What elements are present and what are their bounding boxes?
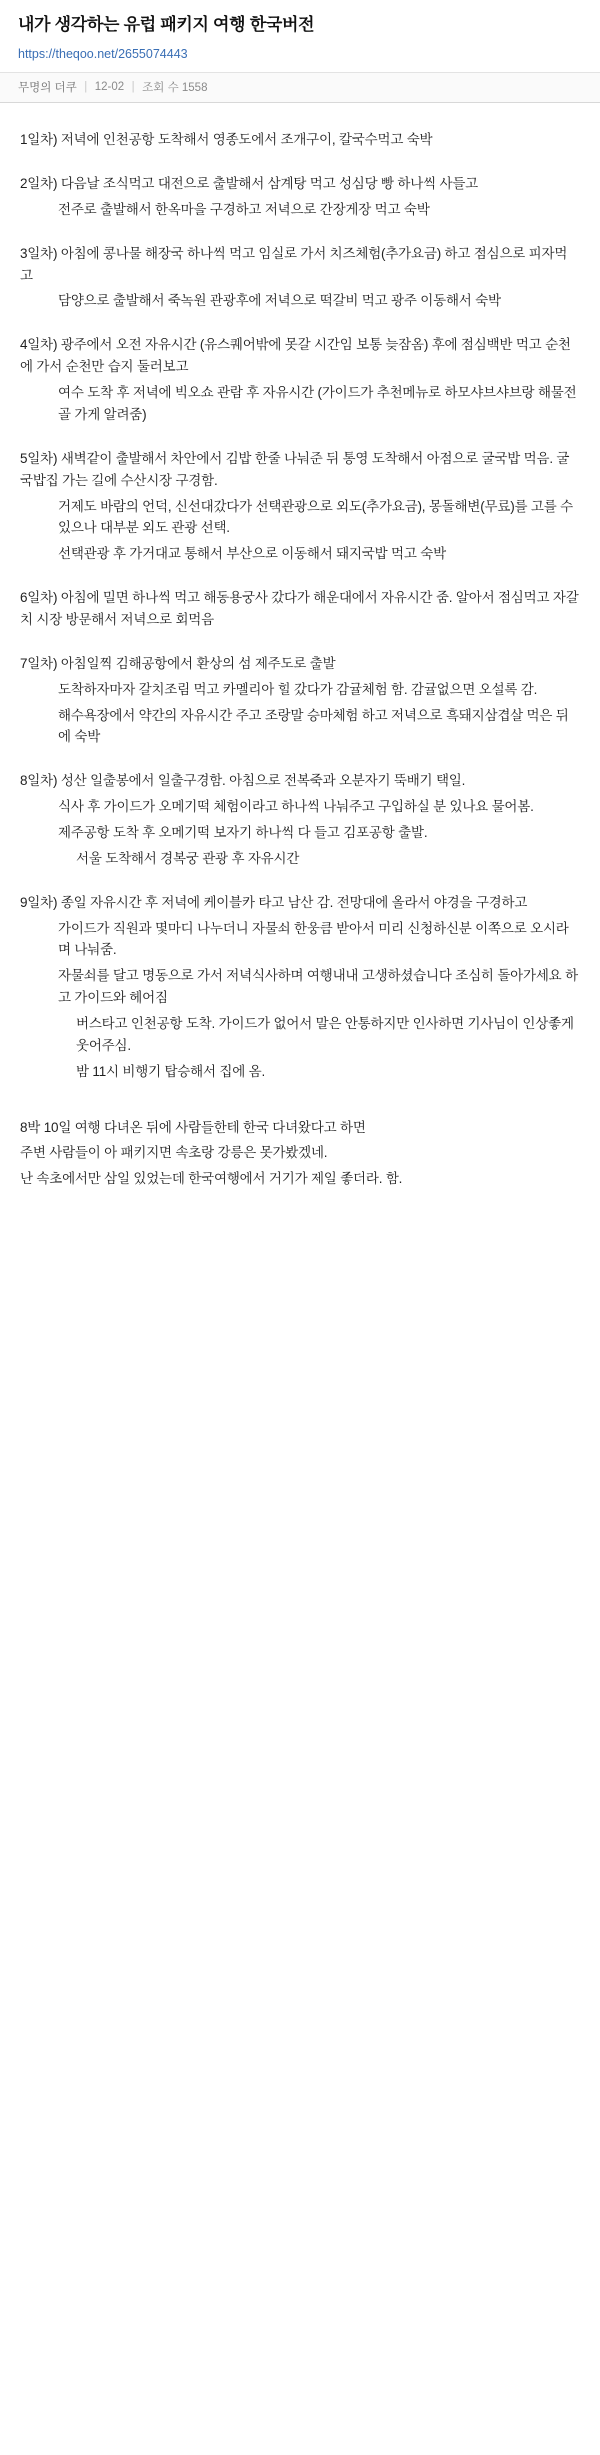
post-paragraph: 8일차) 성산 일출봉에서 일출구경함. 아침으로 전복죽과 오분자기 뚝배기 택일. [20,773,466,789]
post-paragraph: 2일차) 다음날 조식먹고 대전으로 출발해서 삼계탕 먹고 성심당 빵 하나씩 사들고 [20,176,479,192]
post-paragraph: 여수 도착 후 저녁에 빅오쇼 관람 후 자유시간 (가이드가 추천메뉴로 하모샤브샤브랑 해물전골 가게 알려줌) [58,385,577,422]
source-url[interactable]: https://theqoo.net/2655074443 [18,46,188,61]
post-paragraph: 4일차) 광주에서 오전 자유시간 (유스퀘어밖에 못갈 시간임 보통 늦잠옴) 후에 점심백반 먹고 순천에 가서 순천만 습지 둘러보고 [20,337,571,375]
post-paragraph: 제주공항 도착 후 오메기떡 보자기 하나씩 다 들고 김포공항 출발. [58,824,428,840]
post-views: 조회 수 1558 [142,82,208,95]
meta-separator-2: | [131,81,135,94]
page-title: 내가 생각하는 유럽 패키지 여행 한국버전 [18,15,315,34]
post-paragraph: 6일차) 아침에 밀면 하나씩 먹고 해동용궁사 갔다가 해운대에서 자유시간 줌. 알아서 점심먹고 자갈치 시장 방문해서 저녁으로 회먹음 [20,590,579,627]
post-paragraph: 도착하자마자 갈치조림 먹고 카멜리아 힐 갔다가 감귤체험 함. 감귤없으면 오설록 감. [58,681,538,697]
post-paragraph: 버스타고 인천공항 도착. 가이드가 없어서 말은 안통하지만 인사하면 기사님이 인상좋게 웃어주심. [76,1015,578,1053]
post-paragraph: 3일차) 아침에 콩나물 해장국 하나씩 먹고 임실로 가서 치즈체험(추가요금) 하고 점심으로 피자먹고 [20,245,568,283]
post-paragraph: 8박 10일 여행 다녀온 뒤에 사람들한테 한국 다녀왔다고 하면 [20,1119,366,1135]
post-meta-bar [0,72,600,103]
post-paragraph: 거제도 바람의 언덕, 신선대갔다가 선택관광으로 외도(추가요금), 몽돌해변(무료)를 고를 수 있으나 대부분 외도 관광 선택. [58,498,577,536]
post-paragraph: 9일차) 종일 자유시간 후 저녁에 케이블카 타고 남산 감. 전망대에 올라서 야경을 구경하고 [20,894,528,910]
meta-separator-1: | [84,81,88,94]
post-header [0,0,600,62]
post-paragraph: 5일차) 새벽같이 출발해서 차안에서 김밥 한줄 나눠준 뒤 통영 도착해서 아점으로 굴국밥 먹음. 굴국밥집 가는 길에 수산시장 구경함. [20,450,570,488]
post-paragraph: 밤 11시 비행기 탑승해서 집에 옴. [76,1063,266,1079]
post-paragraph: 주변 사람들이 아 패키지면 속초랑 강릉은 못가봤겠네. [20,1145,328,1161]
post-paragraph: 7일차) 아침일찍 김해공항에서 환상의 섬 제주도로 출발 [20,655,336,671]
post-body [0,103,600,1252]
post-paragraph: 식사 후 가이드가 오메기떡 체험이라고 하나씩 나눠주고 구입하실 분 있나요 물어봄. [58,799,534,815]
post-paragraph: 해수욕장에서 약간의 자유시간 주고 조랑말 승마체험 하고 저녁으로 흑돼지삼겹살 먹은 뒤에 숙박 [58,707,569,745]
post-paragraph: 난 속초에서만 삼일 있었는데 한국여행에서 거기가 제일 좋더라. 함. [20,1171,403,1187]
post-paragraph: 선택관광 후 가거대교 통해서 부산으로 이동해서 돼지국밥 먹고 숙박 [58,546,446,562]
post-paragraph: 1일차) 저녁에 인천공항 도착해서 영종도에서 조개구이, 칼국수먹고 숙박 [20,132,433,148]
post-paragraph: 자물쇠를 달고 명동으로 가서 저녁식사하며 여행내내 고생하셨습니다 조심히 돌아가세요 하고 가이드와 헤어짐 [58,968,578,1006]
post-paragraph: 서울 도착해서 경복궁 관광 후 자유시간 [76,850,300,866]
post-date: 12-02 [94,81,125,94]
post-paragraph: 담양으로 출발해서 죽녹원 관광후에 저녁으로 떡갈비 먹고 광주 이동해서 숙박 [58,293,501,309]
post-paragraph: 가이드가 직원과 몇마디 나누더니 자물쇠 한웅큼 받아서 미리 신청하신분 이쪽으로 오시라며 나눠줌. [58,920,569,958]
post-author: 무명의 더쿠 [18,82,77,95]
post-paragraph: 전주로 출발해서 한옥마을 구경하고 저녁으로 간장게장 먹고 숙박 [58,201,430,217]
